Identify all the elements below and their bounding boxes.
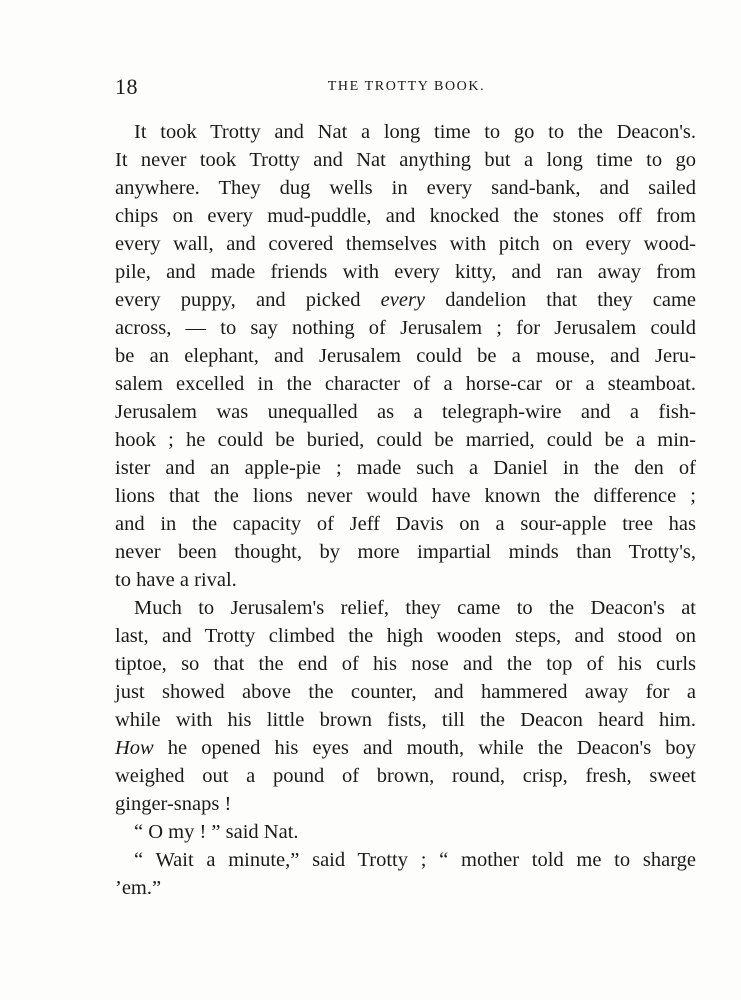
text-line <box>115 762 696 790</box>
text-line <box>134 118 696 146</box>
text-run: salem excelled in the character of a horse-car or a steamboat. <box>115 373 696 395</box>
text-run: never been thought, by more impartial minds than Trotty's, <box>115 541 696 563</box>
text-line <box>115 342 696 370</box>
text-run: every wall, and covered themselves with pitch on every wood- <box>115 233 696 255</box>
text-line <box>115 230 696 258</box>
text-run: Jerusalem was unequalled as a telegraph-wire and a fish- <box>115 401 696 423</box>
text-run: tiptoe, so that the end of his nose and the top of his curls <box>115 653 696 675</box>
text-line <box>115 566 237 594</box>
text-run: anywhere. They dug wells in every sand-bank, and sailed <box>115 177 696 199</box>
text-run: ginger-snaps ! <box>115 793 232 815</box>
text-line <box>134 818 299 846</box>
text-run: ’em.” <box>115 877 162 899</box>
text-line <box>115 454 696 482</box>
text-line <box>115 706 696 734</box>
text-run: weighed out a pound of brown, round, crisp, fresh, sweet <box>115 765 696 787</box>
text-run: be an elephant, and Jerusalem could be a mouse, and Jeru- <box>115 345 696 367</box>
italic-text: How <box>115 737 154 759</box>
page-number: 18 <box>115 74 138 99</box>
text-run: to have a rival. <box>115 569 237 591</box>
text-run: It never took Trotty and Nat anything but a long time to go <box>115 149 696 171</box>
text-line <box>134 846 696 874</box>
text-run: It took Trotty and Nat a long time to go to the Deacon's. <box>134 121 696 143</box>
page-header <box>115 74 698 104</box>
text-line <box>115 790 231 818</box>
text-run: hook ; he could be buried, could be married, could be a min- <box>115 429 696 451</box>
text-line <box>115 482 696 510</box>
text-line <box>115 258 696 286</box>
text-run: “ O my ! ” said Nat. <box>134 821 299 843</box>
text-run: pile, and made friends with every kitty, and ran away from <box>115 261 696 283</box>
text-line <box>115 678 696 706</box>
text-line <box>115 538 696 566</box>
text-run: Much to Jerusalem's relief, they came to the Deacon's at <box>134 597 696 619</box>
text-line <box>115 734 696 762</box>
text-run: “ Wait a minute,” said Trotty ; “ mother told me to sharge <box>134 849 696 871</box>
text-line <box>115 370 696 398</box>
running-title: THE TROTTY BOOK. <box>327 79 486 94</box>
italic-text: every <box>380 289 426 311</box>
text-line <box>115 146 696 174</box>
text-line <box>115 174 696 202</box>
text-run: chips on every mud-puddle, and knocked the stones off from <box>115 205 696 227</box>
text-line <box>115 426 696 454</box>
text-run: just showed above the counter, and hammered away for a <box>115 681 696 703</box>
text-line <box>134 594 696 622</box>
text-run: dandelion that they came <box>425 289 696 311</box>
text-run: while with his little brown fists, till the Deacon heard him. <box>115 709 696 731</box>
text-run: lions that the lions never would have known the difference ; <box>115 485 696 507</box>
text-line <box>115 510 696 538</box>
text-line <box>115 622 696 650</box>
text-run: he opened his eyes and mouth, while the Deacon's boy <box>153 737 696 759</box>
text-run: last, and Trotty climbed the high wooden steps, and stood on <box>115 625 696 647</box>
text-run: every puppy, and picked <box>115 289 381 311</box>
text-line <box>115 398 696 426</box>
text-line <box>115 874 161 902</box>
text-line <box>115 314 696 342</box>
text-line <box>115 650 696 678</box>
text-line <box>115 286 696 314</box>
text-line <box>115 202 696 230</box>
text-run: ister and an apple-pie ; made such a Daniel in the den of <box>115 457 696 479</box>
text-run: and in the capacity of Jeff Davis on a sour-apple tree has <box>115 513 696 535</box>
text-run: across, — to say nothing of Jerusalem ; for Jerusalem could <box>115 317 696 339</box>
